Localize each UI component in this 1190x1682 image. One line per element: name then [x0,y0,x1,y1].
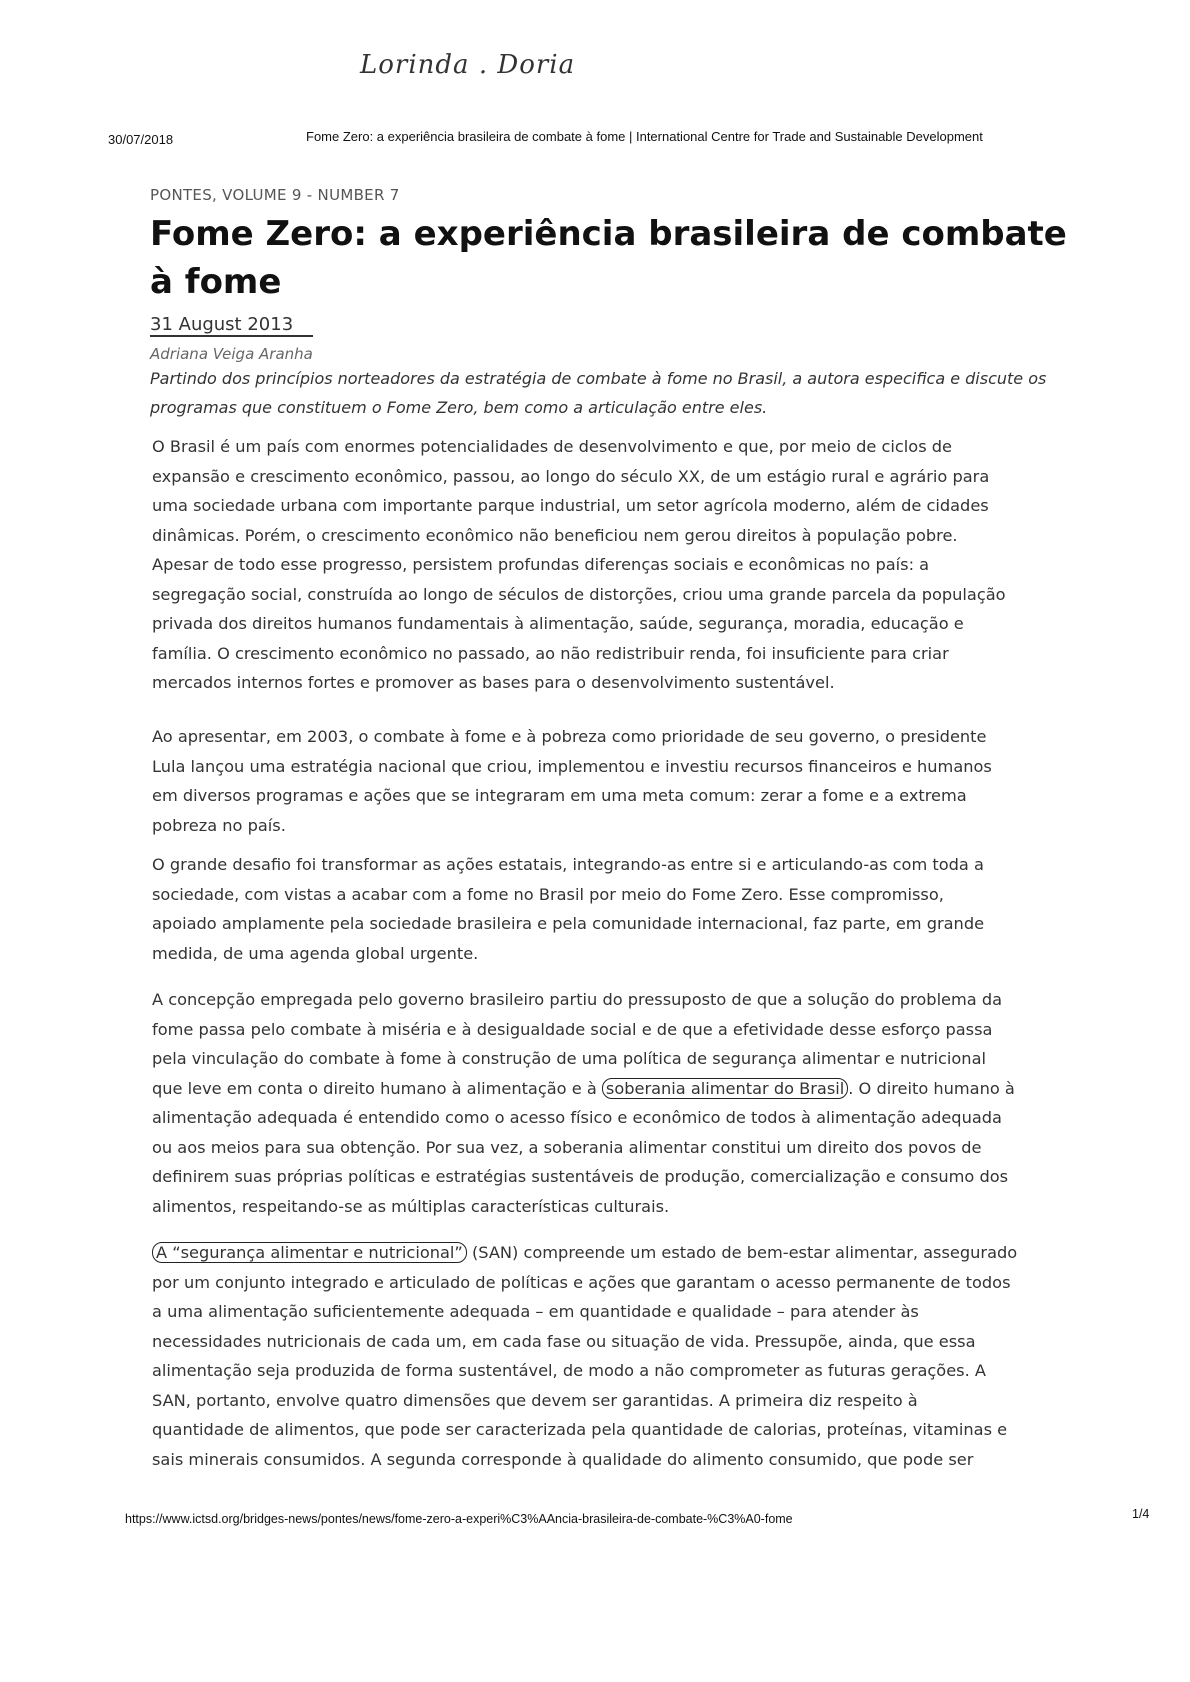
paragraph-line: por um conjunto integrado e articulado de políticas e ações que garantam o acesso permanente de todos [152,1272,1011,1292]
paragraph-line: alimentação adequada é entendido como o acesso físico e econômico de todos à alimentação adequada [152,1108,1002,1127]
paragraph-line: O grande desafio foi transformar as ações estatais, integrando-as entre si e articulando-as com toda a [152,855,984,874]
print-date: 30/07/2018 [108,132,174,147]
paragraph-3 [152,850,1112,968]
paragraph-line: alimentação seja produzida de forma sustentável, de modo a não comprometer as futuras gerações. A [152,1361,986,1380]
paragraph-line: medida, de uma agenda global urgente. [152,943,479,963]
paragraph-line: SAN, portanto, envolve quatro dimensões que devem ser garantidas. A primeira diz respeito à [152,1390,918,1410]
paragraph-line: A concepção empregada pelo governo brasileiro partiu do pressuposto de que a solução do problema da [152,990,1003,1009]
paragraph-line: pobreza no país. [152,815,286,835]
paragraph-line: pela vinculação do combate à fome à construção de uma política de segurança alimentar e nutricional [152,1049,986,1068]
print-url: https://www.ictsd.org/bridges-news/pontes/news/fome-zero-a-experi%C3%AAncia-brasileira-de-combate-%C3%A0-fome [125,1512,793,1526]
paragraph-5 [152,1238,1112,1474]
paragraph-1 [152,432,1112,698]
article-kicker: PONTES, VOLUME 9 - NUMBER 7 [150,186,400,204]
paragraph-line: O Brasil é um país com enormes potencialidades de desenvolvimento e que, por meio de ciclos de [152,437,953,456]
circled-phrase: A “segurança alimentar e nutricional” [152,1242,467,1263]
paragraph-line: A “segurança alimentar e nutricional” (SAN) compreende um estado de bem-estar alimentar, assegurado [152,1238,1112,1268]
article-author: Adriana Veiga Aranha [150,345,313,363]
paragraph-line: privada dos direitos humanos fundamentais à alimentação, saúde, segurança, moradia, educação e [152,614,964,633]
paragraph-4 [152,985,1112,1221]
paragraph-line: uma sociedade urbana com importante parque industrial, um setor agrícola moderno, além de cidades [152,496,989,515]
paragraph-line: que leve em conta o direito humano à alimentação e à soberania alimentar do Brasil . O direito humano à [152,1078,1015,1098]
paragraph-line: Apesar de todo esse progresso, persistem profundas diferenças sociais e econômicas no país: a [152,555,930,574]
paragraph-line: em diversos programas e ações que se integraram em uma meta comum: zerar a fome e a extrema [152,786,967,805]
paragraph-line: ou aos meios para sua obtenção. Por sua vez, a soberania alimentar constitui um direito dos povos de [152,1137,982,1157]
paragraph-line: Ao apresentar, em 2003, o combate à fome e à pobreza como prioridade de seu governo, o presidente [152,727,987,746]
paragraph-line: sociedade, com vistas a acabar com a fome no Brasil por meio do Fome Zero. Esse compromisso, [152,884,944,904]
paragraph-line: necessidades nutricionais de cada um, em cada fase ou situação de vida. Pressupõe, ainda, que essa [152,1331,976,1351]
article-date: 31 August 2013 [150,314,313,337]
article-lead [150,364,1100,422]
paragraph-line: sais minerais consumidos. A segunda corresponde à qualidade do alimento consumido, que pode ser [152,1449,974,1469]
print-page-number: 1/4 [1132,1507,1150,1521]
paragraph-line: mercados internos fortes e promover as bases para o desenvolvimento sustentável. [152,673,835,692]
paragraph-line: Lula lançou uma estratégia nacional que criou, implementou e investiu recursos financeiros e humanos [152,756,992,776]
handwritten-signature: Lorinda . Doria [360,50,576,80]
print-page-title: Fome Zero: a experiência brasileira de combate à fome | International Centre for Trade and Sustainable Development [306,129,983,144]
paragraph-line: expansão e crescimento econômico, passou, ao longo do século XX, de um estágio rural e agrário para [152,466,990,486]
paragraph-line: alimentos, respeitando-se as múltiplas características culturais. [152,1196,670,1216]
paragraph-line: Partindo dos princípios norteadores da estratégia de combate à fome no Brasil, a autora especifica e discute os [150,369,1047,388]
paragraph-line: a uma alimentação suficientemente adequada – em quantidade e qualidade – para atender às [152,1302,919,1321]
paragraph-line: quantidade de alimentos, que pode ser caracterizada pela quantidade de calorias, proteínas, vitaminas e [152,1420,1008,1439]
circled-phrase: soberania alimentar do Brasil [602,1078,848,1099]
paragraph-line: fome passa pelo combate à miséria e à desigualdade social e de que a efetividade desse esforço passa [152,1019,993,1039]
article-title: Fome Zero: a experiência brasileira de combate à fome [150,214,1067,302]
paragraph-line: dinâmicas. Porém, o crescimento econômico não beneficiou nem gerou direitos à população pobre. [152,525,958,545]
paragraph-line: definirem suas próprias políticas e estratégias sustentáveis de produção, comercialização e consumo dos [152,1167,1009,1186]
paragraph-line: segregação social, construída ao longo de séculos de distorções, criou uma grande parcela da população [152,584,1006,604]
paragraph-2 [152,722,1112,840]
paragraph-line: programas que constituem o Fome Zero, bem como a articulação entre eles. [150,398,768,417]
paragraph-line: apoiado amplamente pela sociedade brasileira e pela comunidade internacional, faz parte, em grande [152,914,985,933]
paragraph-line: família. O crescimento econômico no passado, ao não redistribuir renda, foi insuficiente para criar [152,643,949,663]
